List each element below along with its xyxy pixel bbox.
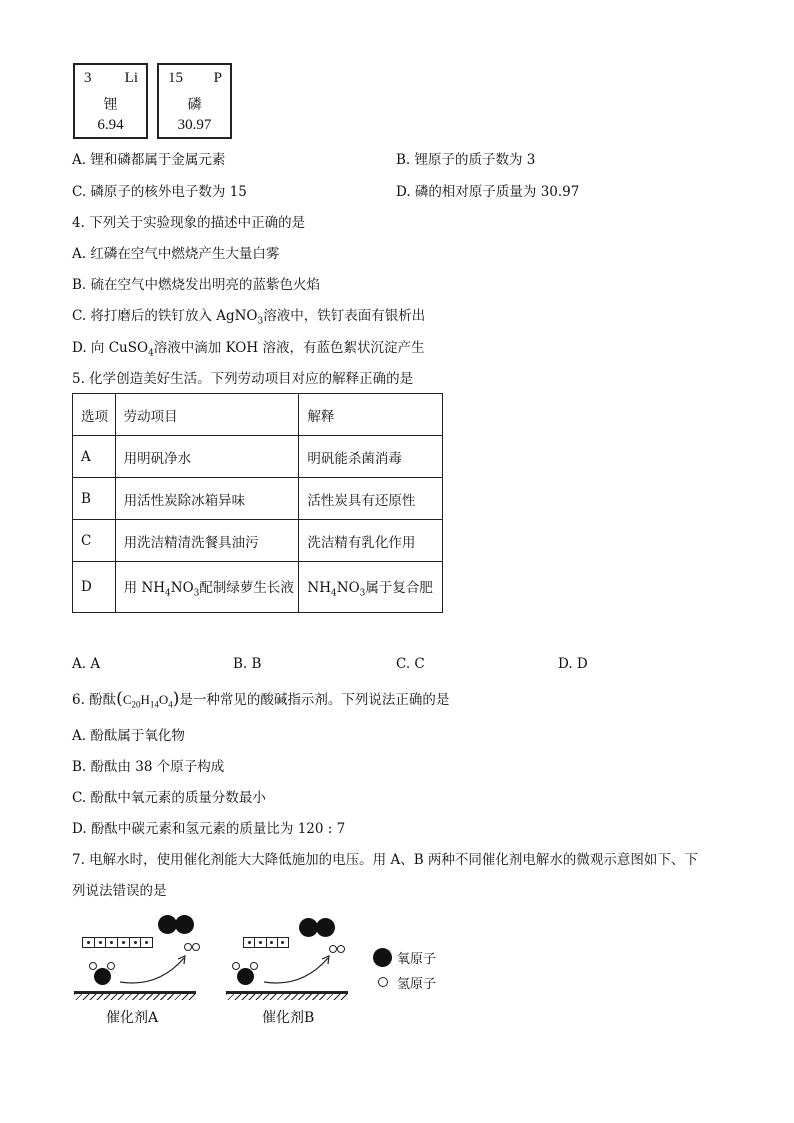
q3-option-b: B. 锂原子的质子数为 3 — [396, 152, 536, 168]
subscript: 4 — [168, 699, 173, 710]
element-card-li — [73, 63, 148, 139]
hydrogen-atom-icon — [192, 943, 200, 951]
table-row — [73, 562, 443, 613]
surface-hatch — [226, 994, 348, 1000]
q5-answer-d: D. D — [558, 656, 588, 672]
subscript: 3 — [257, 316, 264, 327]
q5-table — [72, 393, 443, 613]
reason-cell: 活性炭具有还原性 — [299, 478, 443, 520]
legend-hydrogen-label: 氢原子 — [397, 977, 437, 992]
paren: ( — [116, 689, 123, 709]
q5-answer-c: C. C — [396, 656, 425, 672]
surface-hatch — [74, 994, 196, 1000]
q4-stem: 4. 下列关于实验现象的描述中正确的是 — [72, 215, 306, 231]
catalyst-b-chain — [243, 937, 289, 948]
subscript: 4 — [148, 348, 154, 359]
element-symbol: Li — [124, 70, 138, 86]
q5-stem: 5. 化学创造美好生活。下列劳动项目对应的解释正确的是 — [72, 371, 414, 387]
q7-stem-line1: 7. 电解水时，使用催化剂能大大降低施加的电压。用 A、B 两种不同催化剂电解水的微观示意图如下、下 — [72, 852, 698, 868]
element-symbol: P — [213, 70, 222, 86]
formula — [122, 692, 173, 710]
q4-c-text-2: 溶液中，铁钉表面有银析出 — [263, 308, 426, 324]
text: 配制绿萝生长液 — [199, 579, 294, 596]
hydrogen-atom-icon — [89, 962, 97, 970]
hydrogen-atom-icon — [250, 962, 258, 970]
q6-option-d: D. 酚酞中碳元素和氢元素的质量比为 120 : 7 — [72, 821, 346, 837]
table-row — [73, 520, 443, 562]
q6-option-c: C. 酚酞中氧元素的质量分数最小 — [72, 790, 266, 806]
oxygen-atom-icon — [94, 968, 111, 985]
header-cell: 选项 — [73, 394, 116, 436]
option-cell: D — [73, 562, 116, 613]
oxygen-atom-icon — [316, 918, 335, 937]
text: 6. 酚酞 — [72, 692, 117, 708]
reaction-arrow-icon — [118, 952, 198, 992]
element-name: 锂 — [103, 98, 118, 113]
legend-hydrogen-icon — [378, 977, 388, 987]
paren: ) — [172, 689, 180, 709]
option-cell: C — [73, 520, 116, 562]
catalyst-a-label: 催化剂A — [106, 1010, 159, 1026]
subscript: 4 — [331, 588, 337, 599]
task-cell — [115, 562, 299, 613]
option-cell: A — [73, 436, 116, 478]
q4-d-text: D. 向 CuSO — [72, 340, 149, 356]
subscript: 4 — [165, 588, 171, 599]
q4-option-d — [72, 339, 424, 363]
subscript: 3 — [359, 588, 366, 599]
reaction-arrow-icon — [262, 952, 342, 992]
element-name: 磷 — [187, 98, 202, 113]
q6-stem — [72, 690, 449, 714]
hydrogen-atom-icon — [107, 962, 115, 970]
text: 属于复合肥 — [365, 579, 433, 596]
q7-stem-line2: 列说法错误的是 — [72, 883, 167, 899]
atomic-number: 15 — [168, 70, 183, 86]
q4-d-text-2: 溶液中滴加 KOH 溶液，有蓝色絮状沉淀产生 — [153, 340, 425, 356]
text: NO — [170, 579, 194, 596]
task-cell: 用活性炭除冰箱异味 — [115, 478, 299, 520]
text: O — [158, 692, 169, 707]
catalyst-b-label: 催化剂B — [262, 1010, 315, 1026]
subscript: 20 — [131, 699, 141, 710]
q5-answer-a: A. A — [72, 656, 101, 672]
q4-c-text: C. 将打磨后的铁钉放入 AgNO — [72, 308, 258, 324]
atomic-mass: 6.94 — [97, 117, 124, 133]
subscript: 3 — [193, 588, 200, 599]
legend-oxygen-icon — [373, 948, 392, 967]
option-cell: B — [73, 478, 116, 520]
atomic-mass: 30.97 — [177, 117, 212, 133]
table-header-row — [73, 394, 443, 436]
q3-option-c: C. 磷原子的核外电子数为 15 — [72, 184, 247, 200]
oxygen-atom-icon — [237, 968, 254, 985]
text: NH — [307, 579, 332, 596]
q4-option-b: B. 硫在空气中燃烧发出明亮的蓝紫色火焰 — [72, 277, 321, 293]
text: NO — [336, 579, 360, 596]
q4-option-c — [72, 307, 425, 331]
reason-cell: 明矾能杀菌消毒 — [299, 436, 443, 478]
text: 用 NH — [123, 579, 166, 596]
reason-cell: 洗洁精有乳化作用 — [299, 520, 443, 562]
q6-option-b: B. 酚酞由 38 个原子构成 — [72, 759, 225, 775]
q3-option-a: A. 锂和磷都属于金属元素 — [72, 152, 226, 168]
text: C — [122, 692, 132, 707]
oxygen-atom-icon — [175, 915, 194, 934]
q4-option-a: A. 红磷在空气中燃烧产生大量白雾 — [72, 246, 280, 262]
table-row — [73, 478, 443, 520]
reason-cell — [299, 562, 443, 613]
q3-option-d: D. 磷的相对原子质量为 30.97 — [396, 184, 580, 200]
text: H — [140, 692, 150, 707]
subscript: 14 — [149, 699, 159, 710]
table-row — [73, 436, 443, 478]
task-cell: 用明矾净水 — [115, 436, 299, 478]
text: 是一种常见的酸碱指示剂。下列说法正确的是 — [179, 692, 450, 708]
element-card-p — [157, 63, 232, 139]
task-cell: 用洗洁精清洗餐具油污 — [115, 520, 299, 562]
catalyst-a-chain — [82, 937, 153, 948]
header-cell: 解释 — [299, 394, 443, 436]
legend-oxygen-label: 氧原子 — [397, 952, 437, 967]
hydrogen-atom-icon — [232, 962, 240, 970]
q5-answer-b: B. B — [233, 656, 262, 672]
q6-option-a: A. 酚酞属于氧化物 — [72, 728, 185, 744]
hydrogen-atom-icon — [184, 943, 192, 951]
header-cell: 劳动项目 — [115, 394, 299, 436]
atomic-number: 3 — [84, 70, 92, 86]
